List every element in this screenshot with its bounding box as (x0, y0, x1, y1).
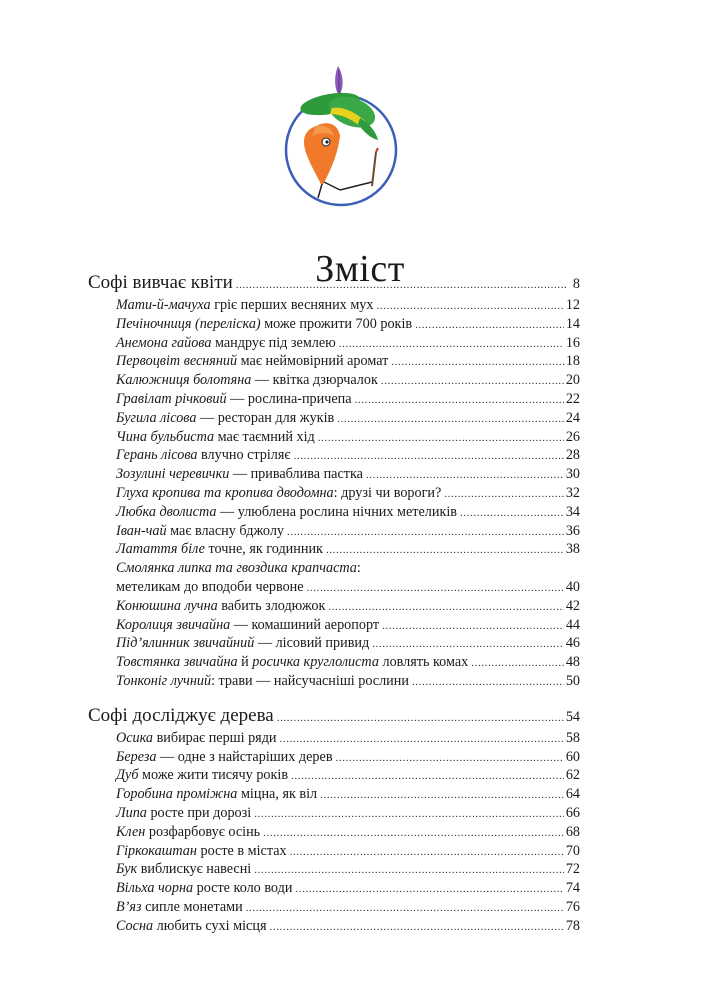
entry-title (116, 766, 288, 785)
toc-entry[interactable] (88, 616, 580, 635)
entry-title (116, 390, 352, 409)
page-number: 18 (565, 353, 580, 370)
entry-text: — комашиний аеропорт (230, 616, 380, 633)
page-number: 26 (565, 428, 580, 445)
toc-entry[interactable] (88, 823, 580, 842)
entry-species-name: Горобина проміжна (116, 786, 238, 803)
dot-leader (236, 272, 566, 298)
entry-title (116, 748, 333, 767)
entry-species-name: Береза (116, 748, 157, 765)
page-number: 22 (565, 390, 580, 407)
entry-title (116, 634, 369, 653)
entry-species-name: Сосна (116, 917, 154, 934)
entry-title (116, 616, 379, 635)
entry-species-name: Липа (116, 804, 147, 821)
entry-species-name: Клен (116, 823, 146, 840)
toc-entry[interactable] (88, 653, 580, 672)
entry-text: — улюблена рослина нічних метеликів (216, 503, 457, 520)
toc-entry[interactable] (88, 766, 580, 785)
entry-species-name: Королиця звичайна (116, 616, 231, 633)
dot-leader (269, 918, 563, 937)
toc-entry[interactable] (88, 484, 580, 503)
dot-leader (254, 805, 564, 824)
entry-text: — приваблива пастка (229, 466, 363, 483)
page-number: 14 (565, 315, 580, 332)
page-number: 68 (565, 823, 580, 840)
entry-title (116, 446, 291, 465)
entry-title (116, 428, 315, 447)
page-number: 50 (565, 672, 580, 689)
entry-species-name: Товстянка звичайна (116, 654, 238, 671)
entry-text: гріє перших весняних мух (210, 297, 374, 313)
toc-entry[interactable] (88, 634, 580, 653)
entry-title (116, 409, 334, 428)
page-number: 64 (565, 786, 580, 803)
toc-entry[interactable] (88, 522, 580, 541)
entry-text: вибирає перші ряди (153, 729, 277, 746)
dot-leader (294, 447, 564, 466)
entry-text: : трави — найсучасніші рослини (211, 672, 409, 689)
page-number: 12 (565, 297, 580, 313)
dot-leader (277, 705, 564, 731)
page-number: 20 (565, 372, 580, 389)
toc-entry[interactable] (88, 465, 580, 484)
dot-leader (381, 372, 564, 391)
dot-leader (336, 749, 564, 768)
page-number: 48 (565, 654, 580, 671)
dot-leader (291, 767, 564, 786)
entry-text: любить сухі місця (153, 917, 267, 934)
entry-text: може прожити 700 років (260, 315, 413, 332)
dot-leader (280, 730, 564, 749)
toc-entry[interactable] (88, 597, 580, 616)
toc-entry[interactable] (88, 559, 580, 578)
entry-species-name: Смолянка липка та гвоздика крапчаста (116, 560, 357, 577)
entry-text: ловлять комах (378, 654, 469, 671)
entry-title (116, 842, 287, 861)
page-number: 74 (565, 880, 580, 897)
toc-entry[interactable] (88, 296, 580, 315)
dot-leader (391, 353, 563, 372)
dot-leader (326, 541, 564, 560)
page-number: 70 (565, 842, 580, 859)
entry-title (116, 804, 251, 823)
entry-title (116, 917, 266, 936)
dot-leader (295, 880, 563, 899)
entry-title (116, 352, 388, 371)
entry-title (116, 484, 441, 503)
entry-text: може жити тисячу років (138, 767, 289, 784)
section-spacer (88, 691, 580, 703)
entry-text: влучно стріляє (197, 447, 291, 464)
entry-text: — ресторан для жуків (196, 409, 335, 426)
page-number: 46 (565, 635, 580, 652)
dot-leader (372, 635, 564, 654)
toc-entry[interactable] (88, 334, 580, 353)
dot-leader (290, 843, 564, 862)
entry-text: росте в містах (196, 842, 287, 859)
entry-species-name: Осика (116, 729, 154, 746)
entry-text: має власну бджолу (166, 522, 285, 539)
entry-title (116, 315, 412, 334)
entry-text: й (237, 654, 253, 671)
entry-species-name: Бук (116, 861, 138, 878)
page-number: 30 (565, 466, 580, 483)
toc-entry[interactable] (88, 409, 580, 428)
dot-leader (287, 523, 564, 542)
toc-entry[interactable] (88, 446, 580, 465)
section-title: Софі досліджує дерева (88, 704, 274, 726)
entry-text: мандрує під землею (211, 334, 336, 351)
toc-entry[interactable] (88, 315, 580, 334)
page-number: 16 (565, 334, 580, 351)
entry-text: виблискує навесні (137, 861, 252, 878)
toc-entry[interactable] (88, 371, 580, 390)
entry-species-name: Дуб (116, 767, 139, 784)
carrot-character-icon (282, 62, 400, 210)
dot-leader (444, 485, 564, 504)
entry-text: — квітка дзюрчалок (251, 372, 378, 389)
entry-species-name: Мати-й-мачуха (116, 297, 211, 313)
toc-entry[interactable] (88, 804, 580, 823)
page-number: 36 (565, 522, 580, 539)
toc-entry[interactable] (88, 540, 580, 559)
entry-species-name: Вільха чорна (116, 880, 194, 897)
entry-text: точне, як годинник (204, 541, 323, 558)
toc-entry[interactable] (88, 748, 580, 767)
entry-species-name: Латаття біле (116, 541, 205, 558)
entry-title (116, 334, 336, 353)
entry-species-name: росичка круглолиста (252, 654, 379, 671)
entry-species-name: В’яз (116, 898, 142, 915)
entry-title (116, 296, 374, 315)
dot-leader (307, 579, 564, 598)
dot-leader (377, 297, 564, 316)
entry-species-name: Первоцвіт весняний (116, 353, 238, 370)
entry-title (116, 465, 363, 484)
page-number: 44 (565, 616, 580, 633)
entry-text: — лісовий привид (254, 635, 370, 652)
entry-text: має таємний хід (214, 428, 315, 445)
section-title: Софі вивчає квіти (88, 272, 233, 293)
dot-leader (337, 410, 564, 429)
toc-entry[interactable] (88, 898, 580, 917)
page-number: 62 (565, 767, 580, 784)
entry-title (116, 597, 325, 616)
page-number: 42 (565, 597, 580, 614)
entry-title (116, 540, 323, 559)
page-number: 32 (565, 484, 580, 501)
dot-leader (320, 786, 564, 805)
page-number: 40 (565, 578, 580, 595)
entry-species-name: Печіночниця (переліска) (116, 315, 261, 332)
dot-leader (339, 335, 564, 354)
toc-entry[interactable] (88, 860, 580, 879)
dot-leader (366, 466, 564, 485)
page-number: 54 (565, 708, 580, 725)
entry-title (116, 672, 409, 691)
dot-leader (328, 598, 563, 617)
entry-title (116, 729, 277, 748)
entry-title (116, 578, 304, 597)
page-number: 60 (565, 748, 580, 765)
entry-text: розфарбовує осінь (145, 823, 261, 840)
dot-leader (318, 429, 564, 448)
toc-entry[interactable] (88, 503, 580, 522)
entry-title (116, 559, 361, 578)
page-number: 72 (565, 861, 580, 878)
entry-text: росте коло води (193, 880, 293, 897)
entry-text: — рослина-причепа (226, 390, 352, 407)
entry-species-name: Зозулині черевички (116, 466, 230, 483)
toc-entry[interactable] (88, 917, 580, 936)
entry-text: вабить злодюжок (217, 597, 326, 614)
dot-leader (460, 504, 564, 523)
toc-section-heading[interactable] (88, 703, 580, 729)
entry-title (116, 653, 468, 672)
entry-text: міцна, як віл (237, 786, 318, 803)
dot-leader (246, 899, 564, 918)
entry-title (116, 898, 243, 917)
entry-text: має неймовірний аромат (237, 353, 389, 370)
toc-entry[interactable] (88, 672, 580, 691)
entry-species-name: Гіркокаштан (116, 842, 197, 859)
entry-species-name: Чина бульбиста (116, 428, 215, 445)
page-number: 76 (565, 898, 580, 915)
entry-species-name: Анемона гайова (116, 334, 212, 351)
dot-leader (415, 316, 564, 335)
entry-species-name: Під’ялинник звичайний (116, 635, 255, 652)
entry-species-name: Гравілат річковий (116, 390, 227, 407)
entry-title (116, 879, 292, 898)
dot-leader (471, 654, 564, 673)
toc-section-heading[interactable] (88, 270, 580, 296)
page-title: Зміст (315, 248, 405, 291)
page-number: 78 (565, 917, 580, 934)
dot-leader (412, 673, 564, 692)
entry-species-name: Калюжниця болотяна (116, 372, 252, 389)
entry-title (116, 860, 251, 879)
toc-entry[interactable] (88, 390, 580, 409)
toc-entry[interactable] (88, 842, 580, 861)
page-number: 38 (565, 541, 580, 558)
dot-leader (382, 617, 564, 636)
entry-text: : друзі чи вороги? (333, 484, 442, 501)
page-number: 8 (572, 276, 580, 292)
dot-leader (254, 861, 564, 880)
page-number: 34 (565, 503, 580, 520)
toc-entry[interactable] (88, 428, 580, 447)
dot-leader (263, 824, 564, 843)
page-number: 24 (565, 409, 580, 426)
entry-species-name: Герань лісова (116, 447, 198, 464)
toc-entry[interactable] (88, 578, 580, 597)
entry-text: сипле монетами (141, 898, 243, 915)
entry-species-name: Конюшина лучна (116, 597, 218, 614)
entry-title (116, 522, 284, 541)
entry-species-name: Любка дволиста (116, 503, 217, 520)
chapter-illustration (282, 62, 400, 210)
entry-species-name: Бугила лісова (116, 409, 197, 426)
page-number: 66 (565, 804, 580, 821)
entry-species-name: Глуха кропива та кропива дводомна (116, 484, 334, 501)
entry-title (116, 371, 378, 390)
page-number: 58 (565, 729, 580, 746)
table-of-contents (88, 270, 580, 936)
entry-title (116, 785, 317, 804)
entry-text: : (356, 560, 361, 577)
toc-entry[interactable] (88, 879, 580, 898)
entry-text: — одне з найстаріших дерев (156, 748, 333, 765)
entry-species-name: Іван-чай (116, 522, 167, 539)
toc-entry[interactable] (88, 352, 580, 371)
page-number: 28 (565, 447, 580, 464)
dot-leader (355, 391, 564, 410)
entry-species-name: Тонконіг лучний (116, 672, 212, 689)
entry-title (116, 503, 457, 522)
toc-entry[interactable] (88, 785, 580, 804)
entry-title (116, 823, 260, 842)
toc-entry[interactable] (88, 729, 580, 748)
entry-text: метеликам до вподоби червоне (116, 578, 304, 595)
entry-text: росте при дорозі (146, 804, 252, 821)
